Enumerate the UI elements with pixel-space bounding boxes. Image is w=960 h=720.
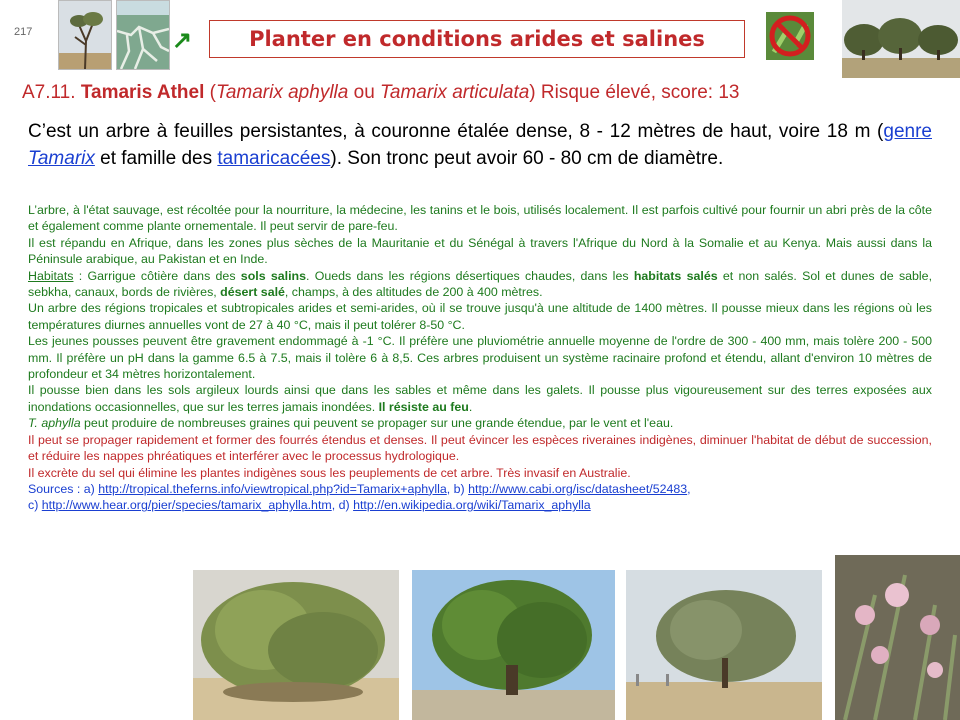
species-code: A7.11. — [22, 82, 76, 103]
body-text — [28, 202, 932, 514]
cracked-soil-thumbnail — [116, 0, 170, 70]
link-genre[interactable]: genre — [883, 121, 932, 142]
intro-paragraph: C’est un arbre à feuilles persistantes, à couronne étalée dense, 8 - 12 mètres de haut, voire 18 m (genre Tamarix et famille des tamaricacées). Son tronc peut avoir 60 - 80 cm de diamètre. — [28, 121, 932, 169]
paragraph-climate: Un arbre des régions tropicales et subtropicales arides et semi-arides, où il se trouve jusqu'à une altitude de 1400 mètres. Il pousse mieux dans les régions où les températures diurnes annuelles vont de 27 à 40 °C, mais il peut tolérer 8-50 °C. — [28, 301, 932, 332]
paragraph-distribution: Il est répandu en Afrique, dans les zones plus sèches de la Mauritanie et du Sénégal à travers l'Afrique du Nord à la Somalie et au Kenya. Mais aussi dans la Péninsule arabique, au Pakistan et en Inde. — [28, 235, 932, 267]
scientific-name-1: Tamarix aphylla — [215, 82, 349, 103]
paragraph-sources: Sources : a) http://tropical.theferns.info/viewtropical.php?id=Tamarix+aphylla, b) http://www.cabi.org/isc/datasheet/52483, — [28, 481, 691, 496]
tamarix-landscape-photo — [842, 0, 960, 78]
page-number: 217 — [14, 26, 33, 38]
species-common-name: Tamaris Athel — [80, 82, 205, 103]
prohibited-plant-icon — [766, 12, 814, 60]
source-link-d[interactable]: http://en.wikipedia.org/wiki/Tamarix_aphylla — [353, 498, 591, 513]
scientific-name-2: Tamarix articulata — [380, 82, 530, 103]
source-link-a[interactable]: http://tropical.theferns.info/viewtropical.php?id=Tamarix+aphylla — [98, 481, 447, 496]
paragraph-salt: Il excrète du sel qui élimine les plantes indigènes sous les peuplements de cet arbre. Très invasif en Australie. — [28, 465, 631, 480]
page-title: Planter en conditions arides et salines — [249, 27, 705, 51]
tree-desert-photo — [626, 570, 822, 720]
arid-tree-thumbnail — [58, 0, 112, 70]
risk-score: Risque élevé, score: 13 — [535, 82, 740, 103]
paragraph-invasiveness: Il peut se propager rapidement et former des fourrés étendus et denses. Il peut évincer les espèces riveraines indigènes, diminuer l'habitat de début de succession, et réduire les nappes phréatiques et interférer avec le processus hydrologique. — [28, 432, 932, 464]
link-tamarix[interactable]: Tamarix — [28, 148, 95, 169]
species-heading: A7.11. Tamaris Athel (Tamarix aphylla ou Tamarix articulata) Risque élevé, score: 13 — [22, 82, 740, 103]
habitats-label: Habitats — [28, 268, 74, 283]
source-link-b[interactable]: http://www.cabi.org/isc/datasheet/52483 — [468, 481, 688, 496]
source-link-c[interactable]: http://www.hear.org/pier/species/tamarix_aphylla.htm — [41, 498, 332, 513]
tamarix-flowers-photo — [835, 555, 960, 720]
paragraph-seeds: T. aphylla peut produire de nombreuses graines qui peuvent se propager sur une grande étendue, par le vent et l'eau. — [28, 416, 674, 431]
link-tamaricacees[interactable]: tamaricacées — [217, 148, 331, 169]
paragraph-uses: L’arbre, à l'état sauvage, est récoltée pour la nourriture, la médecine, les tanins et le bois, utilisés localement. Il est parfois cultivé pour fournir un abri près de la côte et également comme plante ornementale. Il peut servir de pare-feu. — [28, 203, 932, 234]
shrub-dune-photo — [193, 570, 399, 720]
paragraph-tolerance: Les jeunes pousses peuvent être gravement endommagé à -1 °C. Il préfère une pluviométrie annuelle moyenne de l'ordre de 300 - 400 mm, mais tolère 200 - 500 mm. Il préfère un pH dans la gamme 6.5 à 7.5, mais il tolère 6 à 8,5. Ces arbres produisent un système racinaire profond et étendu, allant d'environ 10 mètres de profondeur et 34 mètres horizontalement. — [28, 334, 932, 382]
paragraph-sources-2: c) http://www.hear.org/pier/species/tamarix_aphylla.htm, d) http://en.wikipedia.org/wiki/Tamarix_aphylla — [28, 498, 591, 513]
paragraph-soils: Il pousse bien dans les sols argileux lourds ainsi que dans les sables et même dans les galets. Il pousse plus vigoureusement sur des terres exposées aux inondations occasionnelles, que sur les terres jamais inondées. Il résiste au feu. — [28, 383, 932, 414]
paragraph-habitats: Habitats : Garrigue côtière dans des sols salins. Oueds dans les régions désertiques chaudes, dans les habitats salés et non salés. Sol et dunes de sable, sebkha, canaux, bords de rivières, désert salé, champs, à des altitudes de 200 à 400 mètres. — [28, 268, 933, 300]
tree-roadside-photo — [412, 570, 615, 720]
arrow-up-right-icon[interactable]: ↗ — [172, 27, 193, 54]
page-title-box — [209, 20, 745, 58]
